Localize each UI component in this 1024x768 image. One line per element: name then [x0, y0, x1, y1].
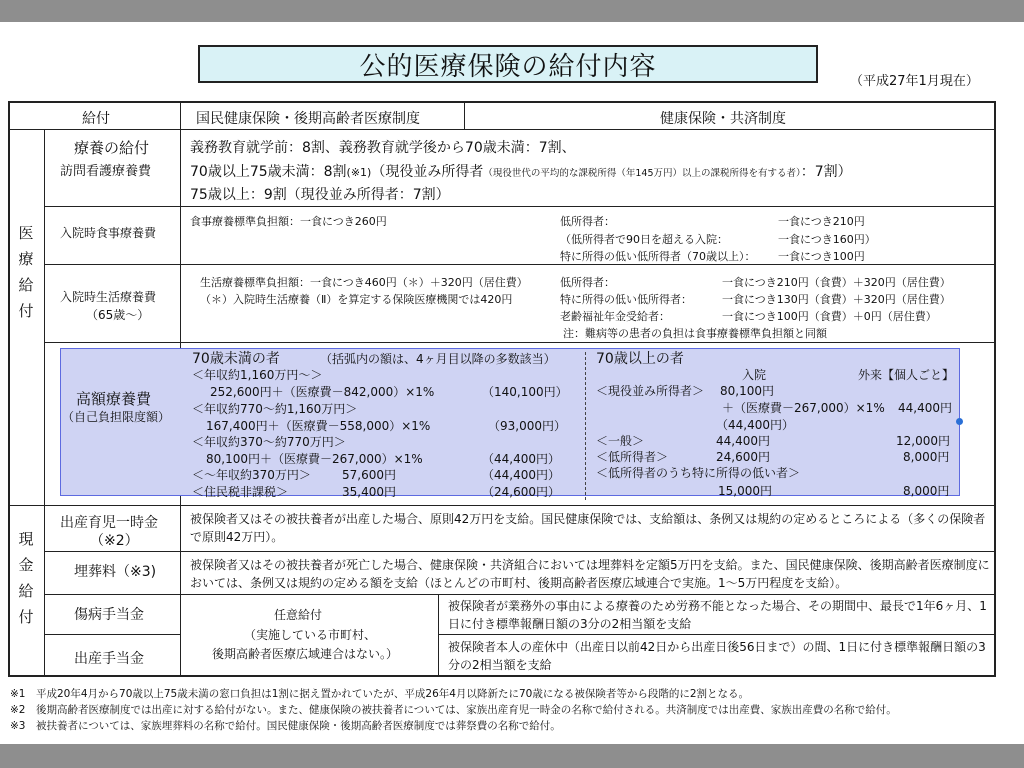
- seikatsu-r1b: 一食につき210円（食費）＋320円（居住費）: [722, 276, 951, 289]
- o3-outpatient: 8,000円: [903, 450, 950, 464]
- seikatsu-r3b: 一食につき100円（食費）＋0円（居住費）: [722, 310, 937, 323]
- o1-value2: ＋（医療費－267,000）×1%: [722, 401, 885, 415]
- shokuji-r3a: 特に所得の低い低所得者（70歳以上）：: [560, 250, 756, 263]
- seikatsu-note: 注：難病等の患者の負担は食事療養標準負担額と同額: [563, 327, 827, 340]
- u4-value: 57,600円: [342, 468, 396, 482]
- o3-value: 24,600円: [716, 450, 770, 464]
- u4-multi: （44,400円）: [482, 468, 560, 482]
- ryoyo-line2e: ：7割）: [800, 164, 852, 180]
- under70-title: 70歳未満の者: [192, 351, 280, 367]
- shobyo-mid1: 任意給付: [274, 608, 323, 622]
- ryoyo-line2a: 70歳以上75歳未満：8割: [190, 164, 347, 180]
- u3-multi: （44,400円）: [482, 452, 560, 466]
- ryoyo-line1: 義務教育就学前：8割、義務教育就学後から70歳未満：7割、: [190, 140, 576, 156]
- u5-label: ＜住民税非課税＞: [192, 485, 289, 499]
- shokuji-left: 食事療養標準負担額：一食につき260円: [190, 215, 387, 228]
- top-frame-bar: [0, 0, 1024, 22]
- shussan-teate-right: 被保険者本人の産休中（出産日以前42日から出産日後56日まで）の間、1日に付き標準報酬日額の3分の2相当額を支給: [448, 640, 986, 672]
- maiso-label: 埋葬料（※3): [74, 564, 157, 580]
- u5-multi: （24,600円）: [482, 485, 560, 499]
- u2-value: 167,400円＋（医療費－558,000）×1%: [206, 419, 431, 433]
- shokuji-r1b: 一食につき210円: [778, 215, 865, 228]
- o3-label: ＜低所得者＞: [596, 450, 669, 464]
- shobyo-mid2: （実施している市町村、: [244, 628, 377, 642]
- shokuji-label: 入院時食事療養費: [60, 226, 157, 240]
- u5-value: 35,400円: [342, 485, 396, 499]
- u2-label: ＜年収約770～約1,160万円＞: [192, 402, 358, 416]
- ryoyo-line3: 75歳以上：9割（現役並み所得者：7割）: [190, 187, 450, 203]
- shobyo-mid3: 後期高齢者医療広域連合はない。）: [212, 647, 399, 661]
- u2-multi: （93,000円）: [488, 419, 566, 433]
- o1-label: ＜現役並み所得者＞: [596, 384, 705, 398]
- o2-value: 44,400円: [716, 434, 770, 448]
- o4-label: ＜低所得者のうち特に所得の低い者＞: [596, 466, 801, 480]
- shobyo-label: 傷病手当金: [74, 607, 144, 623]
- shokuji-r3b: 一食につき100円: [778, 250, 865, 263]
- footnote-2: ※2 後期高齢者医療制度では出産に対する給付がない。また、健康保険の被扶養者については、家族出産育児一時金の名称で給付される。共済制度では出産費、家族出産費の名称で給付。: [10, 704, 897, 716]
- o1-outpatient: 44,400円: [898, 401, 952, 415]
- footnote-3: ※3 被扶養者については、家族埋葬料の名称で給付。国民健康保険・後期高齢者医療制度では葬祭費の名称で給付。: [10, 720, 561, 732]
- seikatsu-label-age: （65歳～）: [86, 308, 150, 322]
- o4-outpatient: 8,000円: [903, 484, 950, 498]
- bottom-frame-bar: [0, 744, 1024, 768]
- col-inpatient: 入院: [742, 368, 767, 382]
- header-kokuho: 国民健康保険・後期高齢者医療制度: [196, 111, 420, 127]
- maiso-text: 被保険者又はその被扶養者が死亡した場合、健康保険・共済組合においては埋葬料を定額5万円を支給。また、国民健康保険、後期高齢者医療制度においては、条例又は規約の定める額を支給（ほとんどの市町村、後期高齢者医療広域連合で実施。1～5万円程度を支給）。: [190, 558, 990, 590]
- header-benefit: 給付: [82, 111, 110, 127]
- seikatsu-r2a: 特に所得の低い低所得者：: [560, 293, 692, 306]
- page-title: 公的医療保険の給付内容: [198, 45, 818, 83]
- ryoyo-line2d: （現役世代の平均的な課税所得（年145万円）以上の課税所得を有する者）: [483, 168, 801, 179]
- o1-multi: （44,400円）: [716, 418, 794, 432]
- date-note: （平成27年1月現在）: [850, 74, 979, 89]
- footnote-1: ※1 平成20年4月から70歳以上75歳未満の窓口負担は1割に据え置かれていたが、平成26年4月以降新たに70歳になる被保険者等から段階的に2割となる。: [10, 688, 750, 700]
- col-outpatient: 外来【個人ごと】: [858, 368, 955, 382]
- shussan-label-note: （※2）: [90, 533, 139, 549]
- ryoyo-line2c: （現役並み所得者: [371, 164, 484, 180]
- shokuji-r1a: 低所得者：: [560, 215, 615, 228]
- u1-multi: （140,100円）: [482, 385, 568, 399]
- under70-note: （括弧内の額は、4ヶ月目以降の多数該当）: [320, 352, 556, 366]
- shokuji-r2b: 一食につき160円）: [778, 233, 876, 246]
- side-label-cash: 現金給付: [18, 530, 34, 626]
- seikatsu-r3a: 老齢福祉年金受給者：: [560, 310, 670, 323]
- kogaku-label-sub: （自己負担限度額）: [62, 410, 171, 424]
- ryoyo-line2: [190, 161, 852, 181]
- header-kenpo: 健康保険・共済制度: [660, 111, 786, 127]
- shussan-text: 被保険者又はその被扶養者が出産した場合、原則42万円を支給。国民健康保険では、支給額は、条例又は規約の定めるところによる（多くの保険者で原則42万円）。: [190, 512, 986, 544]
- seikatsu-label: 入院時生活療養費: [60, 290, 157, 304]
- o1-value: 80,100円: [720, 384, 774, 398]
- shokuji-r2a: （低所得者で90日を超える入院：: [560, 233, 728, 246]
- u4-label: ＜～年収約370万円＞: [192, 468, 311, 482]
- seikatsu-r1a: 低所得者：: [560, 276, 615, 289]
- shobyo-right: 被保険者が業務外の事由による療養のため労務不能となった場合、その期間中、最長で1年6ヶ月、1日に付き標準報酬日額の3分の2相当額を支給: [448, 599, 987, 631]
- ryoyo-label: 療養の給付: [74, 139, 150, 157]
- o2-outpatient: 12,000円: [896, 434, 950, 448]
- seikatsu-left2: （＊）入院時生活療養（Ⅱ）を算定する保険医療機関では420円: [200, 293, 513, 306]
- ryoyo-line2b: (※1): [346, 166, 372, 179]
- selection-handle[interactable]: [956, 418, 963, 425]
- u3-value: 80,100円＋（医療費－267,000）×1%: [206, 452, 423, 466]
- kogaku-label: 高額療養費: [76, 390, 152, 408]
- o2-label: ＜一般＞: [596, 434, 645, 448]
- seikatsu-r2b: 一食につき130円（食費）＋320円（居住費）: [722, 293, 951, 306]
- u3-label: ＜年収約370～約770万円＞: [192, 435, 346, 449]
- o4-value: 15,000円: [718, 484, 772, 498]
- homon-label: 訪問看護療養費: [60, 164, 152, 179]
- side-label-medical: 医療給付: [18, 224, 34, 320]
- kogaku-divider: [585, 352, 586, 500]
- shussan-teate-label: 出産手当金: [74, 651, 144, 667]
- u1-label: ＜年収約1,160万円～＞: [192, 368, 323, 382]
- seikatsu-left1: 生活療養標準負担額：一食につき460円（＊）＋320円（居住費）: [200, 276, 528, 289]
- u1-value: 252,600円＋（医療費－842,000）×1%: [210, 385, 435, 399]
- shussan-label: 出産育児一時金: [60, 515, 158, 531]
- over70-title: 70歳以上の者: [596, 351, 684, 367]
